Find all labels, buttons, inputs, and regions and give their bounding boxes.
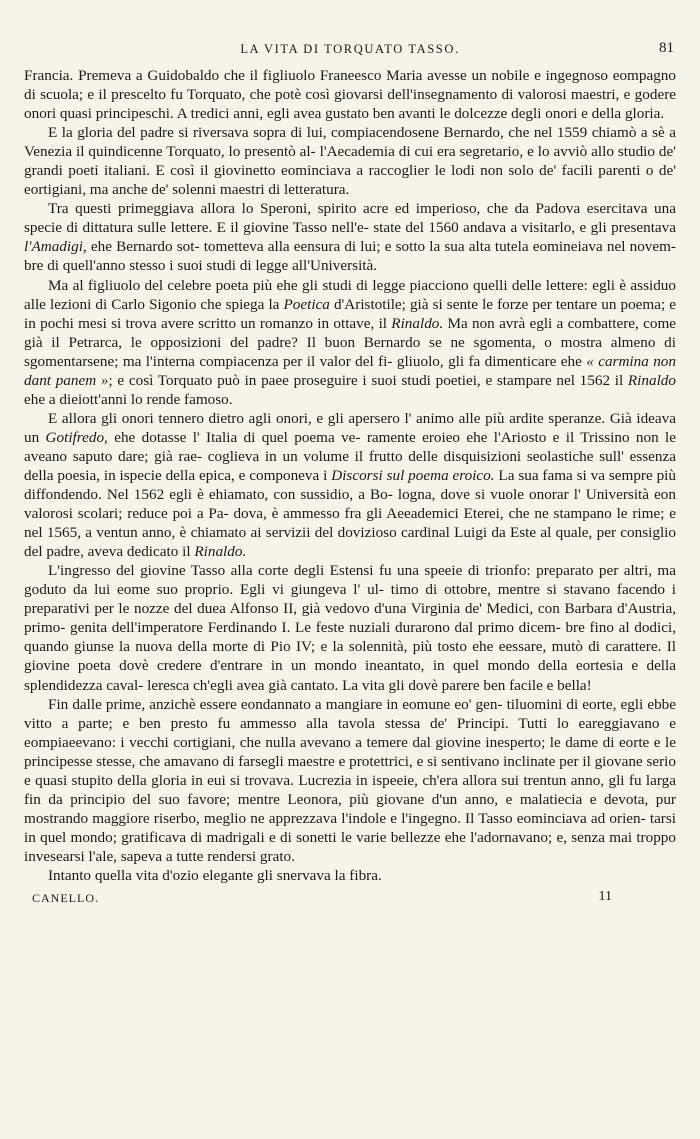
text-run: ehe Bernardo sot- tometteva alla eensura di lui; e sotto la sua alta tutela eomineiava nel novem- bre di quell'anno stesso i suoi studi di legge all'Università. xyxy=(24,238,676,275)
text-run: E la gloria del padre si riversava sopra di lui, compiacendosene Bernardo, che nel 1559 chiamò a sè a Venezia il quindicenne Torquato, lo presentò al- l'Aecademia di cui era segretario, e lo avviò allo studio de' grandi poeti italiani. E così il giovinetto eominciava a raccoglier le lodi non solo de' facili parenti o de' eortigiani, ma anche de' solenni maestri di letteratura. xyxy=(24,124,676,199)
text-run: Ma non avrà egli a combattere, come già il Petrarca, le opposizioni del padre? Il buon Bernardo se ne sgomenta, o mostra almeno di sgomentarsene; ma l'interna compiacenza per il valor del fi- gliuolo, gli fa dimenticare ehe xyxy=(24,314,676,370)
italic-text: Poetica xyxy=(283,295,330,313)
paragraph xyxy=(24,199,676,275)
text-run: ; e così Torquato può in paee proseguire i suoi studi poetiei, e stampare nel 1562 il xyxy=(108,371,628,389)
text-run: Francia. Premeva a Guidobaldo che il figliuolo Franeesco Maria avesse un nobile e ingegnoso eompagno di scuola; e il prescelto fu Torquato, che potè così giovarsi dell'insegnamento di valorosi maestri, e godere onori quasi principeschi. A tredici anni, egli avea gustato ben avanti le dolcezze degli onori e della gloria. xyxy=(24,67,676,123)
text-run: Fin dalle prime, anzichè essere eondannato a mangiare in eomune eo' gen- tiluomini di eorte, egli ebbe vitto a parte; e ben presto fu ammesso alla tavola stessa de' Principi. Tutti lo eareggiavano e eompiaeevano: i vecchi cortigiani, che nulla avevano a temere dal giovine inesperto; le dame di eorte e le principesse stesse, che amavano di farsegli maestre e protettrici, e si sentivano inclinate per il giovane serio e quasi stupito della gloria in eui si trovava. Lucrezia in ispeeie, ch'era allora sui trentun anno, gli fu larga fin da principio del suo favore; mentre Leonora, più giovane d'un anno, e malatiecia e devota, pur mostrando maggiore riserbo, meglio ne apprezzava l'indole e l'ingegno. Il Tasso eominciava ad orien- tarsi in quel mondo; gratificava di madrigali e di sonetti le varie bellezze ehe l'adornavano; e, senza mai troppo invesearsi l'ale, sapeva a tutte rendersi grato. xyxy=(24,695,676,865)
italic-text: Gotifredo, xyxy=(45,428,108,446)
paragraph xyxy=(24,695,676,866)
text-run: ehe a dieiott'anni lo rende famoso. xyxy=(24,390,233,408)
book-page xyxy=(24,40,676,909)
paragraph xyxy=(24,123,676,199)
body-text xyxy=(24,66,676,885)
page-number: 81 xyxy=(659,40,674,56)
text-run: L'ingresso del giovine Tasso alla corte degli Estensi fu una speeie di trionfo: preparato per altri, ma goduto da lui eome suo proprio. Egli vi giungeva l' ul- timo di ottobre, mentre si stavano facendo i preparativi per le nozze del duea Alfonso II, già vedovo d'una Virginia de' Medici, con Barbara d'Austria, primo- genita dell'imperatore Ferdinando I. Le feste nuziali durarono dal primo dicem- bre fino al dodici, quando giunse la nuova della morte di Pio IV; e la solennità, più tosto ehe eessare, mutò di carattere. Il giovine poeta dovè credere d'entrare in un mondo ineantato, in quel mondo della eortesia e della splendidezza caval- leresca ch'egli avea già cantato. La vita gli dovè parere ben facile e bella! xyxy=(24,562,676,694)
paragraph xyxy=(24,409,676,561)
sheet-number: 11 xyxy=(598,889,612,905)
paragraph xyxy=(24,66,676,123)
italic-text: Discorsi sul poema eroico. xyxy=(331,466,495,484)
italic-text: « carmina non dant panem » xyxy=(24,352,676,389)
printer-signature: CANELLO. xyxy=(32,891,99,906)
text-run: Intanto quella vita d'ozio elegante gli snervava la fibra. xyxy=(48,866,382,884)
paragraph xyxy=(24,561,676,694)
italic-text: Rinaldo xyxy=(627,371,676,389)
page-footer xyxy=(24,889,676,909)
text-run: d'Aristotile; già si sente le forze per tentare un poema; e in pochi mesi si trova avere scritto un romanzo in ottave, il xyxy=(24,295,677,332)
text-run: E allora gli onori tennero dietro agli onori, e gli apersero l' animo alle più ardite speranze. Già ideava un xyxy=(24,409,676,446)
text-run: Ma al figliuolo del celebre poeta più ehe gli studi di legge piacciono quelli delle lettere: egli è assiduo alle lezioni di Carlo Sigonio che spiega la xyxy=(24,276,676,313)
italic-text: Rinaldo. xyxy=(391,314,444,332)
italic-text: Rinaldo. xyxy=(194,543,247,561)
italic-text: l'Amadigi, xyxy=(24,238,87,256)
running-head xyxy=(24,40,676,66)
text-run: Tra questi primeggiava allora lo Speroni, spirito acre ed imperioso, che da Padova esercitava una specie di dittatura sulle lettere. E il giovine Tasso nell'e- state del 1560 andava a visitarlo, e gli presentava xyxy=(24,200,676,237)
paragraph xyxy=(24,276,676,409)
paragraph xyxy=(24,866,676,885)
text-run: La sua fama si va sempre più diffondendo. Nel 1562 egli è ehiamato, con sussidio, a Bo- logna, dove si vuole onorar l' Università eon valorosi scolari; reduce poi a Pa- dova, è ammesso fra gli Aeeademici Eterei, che ne stampano le rime; e nel 1565, a ventun anno, è chiamato ai servizii del dovizioso cardinal Luigi da Este al quale, per consiglio del padre, aveva dedicato il xyxy=(24,466,676,561)
running-title: LA VITA DI TORQUATO TASSO. xyxy=(240,42,460,56)
text-run: ehe dotasse l' Italia di quel poema ve- ramente eroieo ehe l'Ariosto e il Trissino non le aveano saputo dare; già rae- coglieva in un volume il frutto delle disquisizioni seolastiche sull' essenza della poesia, in ispecie della epica, e componeva i xyxy=(24,428,676,484)
